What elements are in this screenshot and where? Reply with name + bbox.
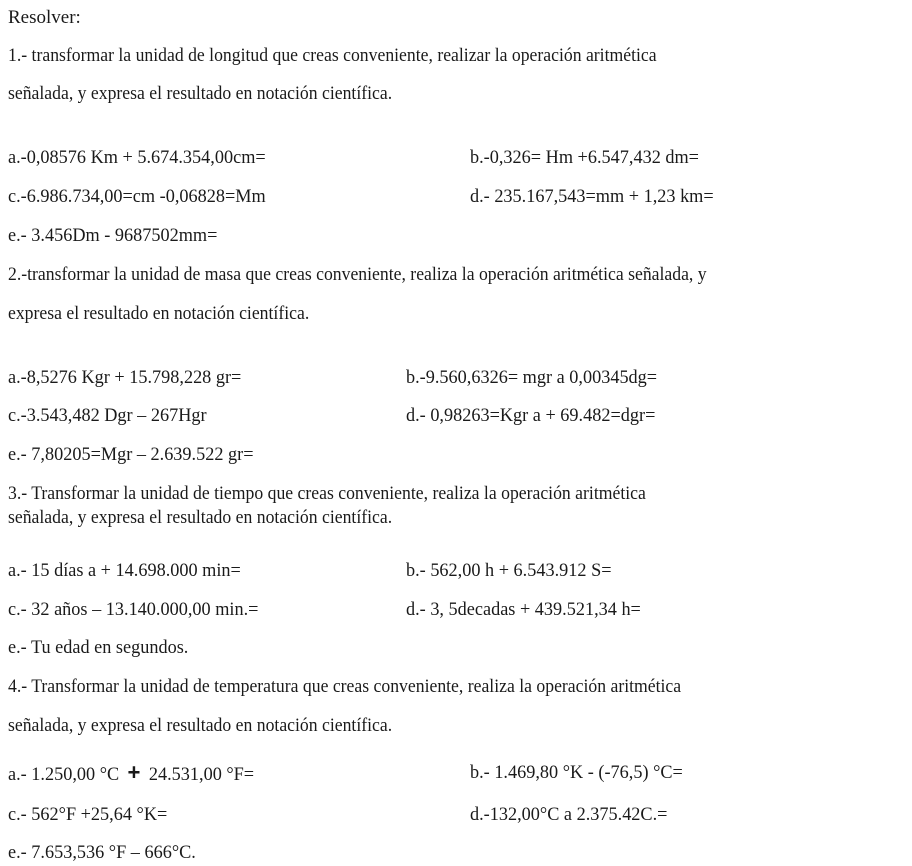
section-4-item-a xyxy=(8,761,254,784)
section-3-item-b: b.- 562,00 h + 6.543.912 S= xyxy=(406,560,612,581)
section-3-item-e: e.- Tu edad en segundos. xyxy=(8,637,189,658)
section-4-item-e: e.- 7.653,536 °F – 666°C. xyxy=(8,842,196,863)
section-4-item-d: d.-132,00°C a 2.375.42C.= xyxy=(470,804,668,825)
section-4-item-b: b.- 1.469,80 °K - (-76,5) °C= xyxy=(470,762,683,783)
section-4-item-a-second-term: 24.531,00 °F= xyxy=(148,764,255,785)
section-4-item-a-plus-sign: + xyxy=(127,759,141,785)
section-2-intro-line-1: 2.-transformar la unidad de masa que creas conveniente, realiza la operación aritmética señalada, y xyxy=(8,264,707,285)
section-4-intro-line-1: 4.- Transformar la unidad de temperatura que creas conveniente, realiza la operación aritmética xyxy=(8,676,682,697)
section-1-item-c: c.-6.986.734,00=cm -0,06828=Mm xyxy=(8,186,266,207)
section-1-intro-line-2: señalada, y expresa el resultado en notación científica. xyxy=(8,83,393,104)
section-2-item-a: a.-8,5276 Kgr + 15.798,228 gr= xyxy=(8,367,242,388)
section-2-item-e: e.- 7,80205=Mgr – 2.639.522 gr= xyxy=(8,444,254,465)
section-2-item-b: b.-9.560,6326= mgr a 0,00345dg= xyxy=(406,367,658,388)
section-3-item-c: c.- 32 años – 13.140.000,00 min.= xyxy=(8,599,259,620)
section-1-item-e: e.- 3.456Dm - 9687502mm= xyxy=(8,225,218,246)
section-4-item-c: c.- 562°F +25,64 °K= xyxy=(8,804,168,825)
section-1-item-d: d.- 235.167,543=mm + 1,23 km= xyxy=(470,186,714,207)
section-2-item-d: d.- 0,98263=Kgr a + 69.482=dgr= xyxy=(406,405,656,426)
section-4-item-a-first-term: a.- 1.250,00 °C xyxy=(8,764,120,785)
section-3-item-d: d.- 3, 5decadas + 439.521,34 h= xyxy=(406,599,641,620)
section-1-item-a: a.-0,08576 Km + 5.674.354,00cm= xyxy=(8,147,266,168)
section-3-item-a: a.- 15 días a + 14.698.000 min= xyxy=(8,560,241,581)
section-3-intro-line-2: señalada, y expresa el resultado en notación científica. xyxy=(8,507,393,528)
heading: Resolver: xyxy=(8,7,81,28)
section-1-intro-line-1: 1.- transformar la unidad de longitud que creas conveniente, realizar la operación aritmética xyxy=(8,45,657,66)
section-4-intro-line-2: señalada, y expresa el resultado en notación científica. xyxy=(8,715,393,736)
section-3-intro-line-1: 3.- Transformar la unidad de tiempo que creas conveniente, realiza la operación aritmética xyxy=(8,483,646,504)
section-1-item-b: b.-0,326= Hm +6.547,432 dm= xyxy=(470,147,699,168)
section-2-intro-line-2: expresa el resultado en notación científica. xyxy=(8,303,310,324)
section-2-item-c: c.-3.543,482 Dgr – 267Hgr xyxy=(8,405,207,426)
